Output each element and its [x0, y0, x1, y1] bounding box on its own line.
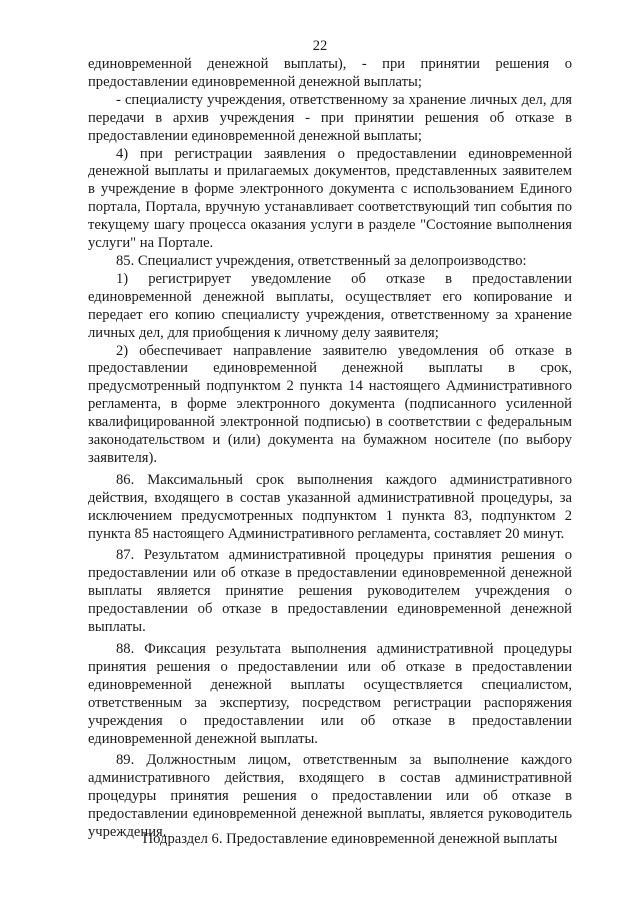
- document-body: [88, 56, 572, 842]
- paragraph-continuation: единовременной денежной выплаты), - при принятии решения о предоставлении единовременной денежной выплаты;: [88, 56, 572, 90]
- paragraph-89: 89. Должностным лицом, ответственным за выполнение каждого административного действия, входящего в состав административной процедуры принятия решения о предоставлении или об отказе в предоставлении единовременной денежной выплаты, является руководитель учреждения.: [88, 752, 572, 841]
- paragraph-86: 86. Максимальный срок выполнения каждого административного действия, входящего в состав указанной административной процедуры, за исключением предусмотренных подпунктом 1 пункта 83, подпунктом 2 пункта 85 настоящего Административного регламента, составляет 20 минут.: [88, 471, 572, 542]
- paragraph-87: 87. Результатом административной процедуры принятия решения о предоставлении или об отказе в предоставлении единовременной денежной выплаты является принятие решения руководителем учреждения о предоставлении об отказе в предоставлении единовременной денежной выплаты.: [88, 547, 572, 636]
- paragraph-88: 88. Фиксация результата выполнения административной процедуры принятия решения о предоставлении или об отказе в предоставлении единовременной денежной выплаты осуществляется специалистом, ответственным за экспертизу, посредством регистрации распоряжения учреждения о предоставлении или об отказе в предоставлении единовременной денежной выплаты.: [88, 641, 572, 747]
- paragraph-85-item-1: 1) регистрирует уведомление об отказе в предоставлении единовременной денежной выплаты, осуществляет его копирование и передает его копию специалисту учреждения, ответственному за хранение личных дел, для приобщения к личному делу заявителя;: [88, 270, 572, 341]
- paragraph-85: 85. Специалист учреждения, ответственный за делопроизводство:: [116, 252, 527, 269]
- paragraph-archive-specialist: - специалисту учреждения, ответственному за хранение личных дел, для передачи в архив учреждения - при принятии решения об отказе в предоставлении единовременной денежной выплаты;: [88, 91, 572, 144]
- paragraph-item-4: 4) при регистрации заявления о предоставлении единовременной денежной выплаты и прилагаемых документов, представленных заявителем в учреждение в форме электронного документа с использованием Единого портала, Портала, вручную устанавливает соответствующий тип события по текущему шагу процесса оказания услуги в разделе "Состояние выполнения услуги" на Портале.: [88, 145, 572, 252]
- paragraph-85-item-2: 2) обеспечивает направление заявителю уведомления об отказе в предоставлении единовременной денежной выплаты в срок, предусмотренный подпунктом 2 пункта 14 настоящего Административного регламента, в форме электронного документа (подписанного усиленной квалифицированной электронной подписью) в соответствии с федеральным законодательством и (или) документа на бумажном носителе (по выбору заявителя).: [88, 342, 572, 466]
- page-number: 22: [312, 38, 328, 54]
- subsection-heading: Подраздел 6. Предоставление единовременной денежной выплаты: [142, 831, 558, 847]
